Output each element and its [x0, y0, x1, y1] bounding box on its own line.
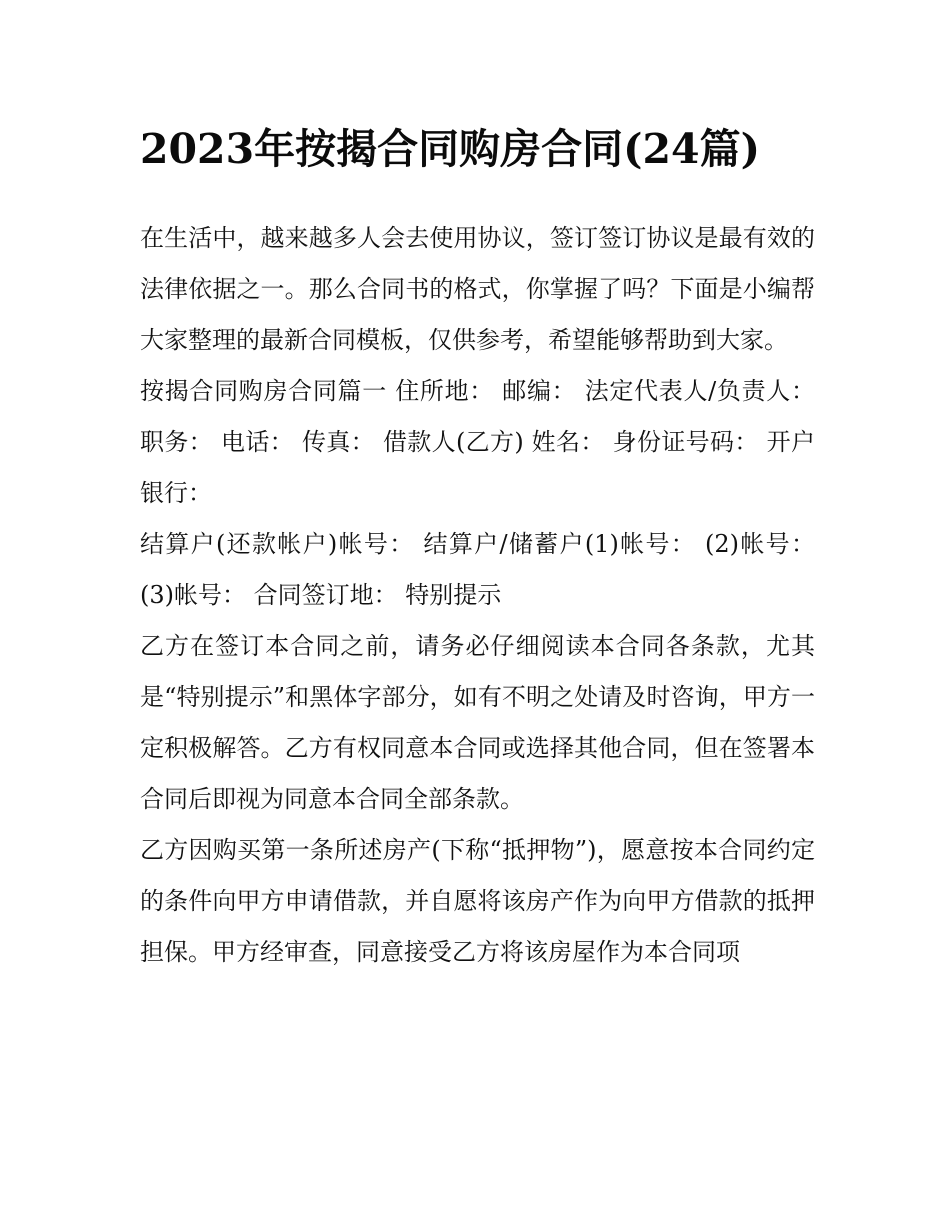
document-body [140, 112, 815, 978]
paragraph-parties: 按揭合同购房合同篇一 住所地： 邮编： 法定代表人/负责人： 职务： 电话： 传真： 借款人(乙方) 姓名： 身份证号码： 开户银行： [140, 377, 815, 507]
paragraph-special-notice: 乙方在签订本合同之前，请务必仔细阅读本合同各条款，尤其是“特别提示”和黑体字部分，如有不明之处请及时咨询，甲方一定积极解答。乙方有权同意本合同或选择其他合同，但在签署本合同后即视为同意本合同全部条款。 [140, 632, 815, 813]
paragraph-accounts: 结算户(还款帐户)帐号： 结算户/储蓄户(1)帐号： (2)帐号： (3)帐号： 合同签订地： 特别提示 [140, 530, 815, 609]
paragraph-mortgage-purpose: 乙方因购买第一条所述房产(下称“抵押物”)，愿意按本合同约定的条件向甲方申请借款，并自愿将该房产作为向甲方借款的抵押担保。甲方经审查，同意接受乙方将该房屋作为本合同项 [140, 836, 815, 966]
paragraph-intro: 在生活中，越来越多人会去使用协议，签订签订协议是最有效的法律依据之一。那么合同书的格式，你掌握了吗？下面是小编帮大家整理的最新合同模板，仅供参考，希望能够帮助到大家。 [140, 224, 815, 354]
document-title: 2023年按揭合同购房合同(24篇) [140, 125, 760, 173]
